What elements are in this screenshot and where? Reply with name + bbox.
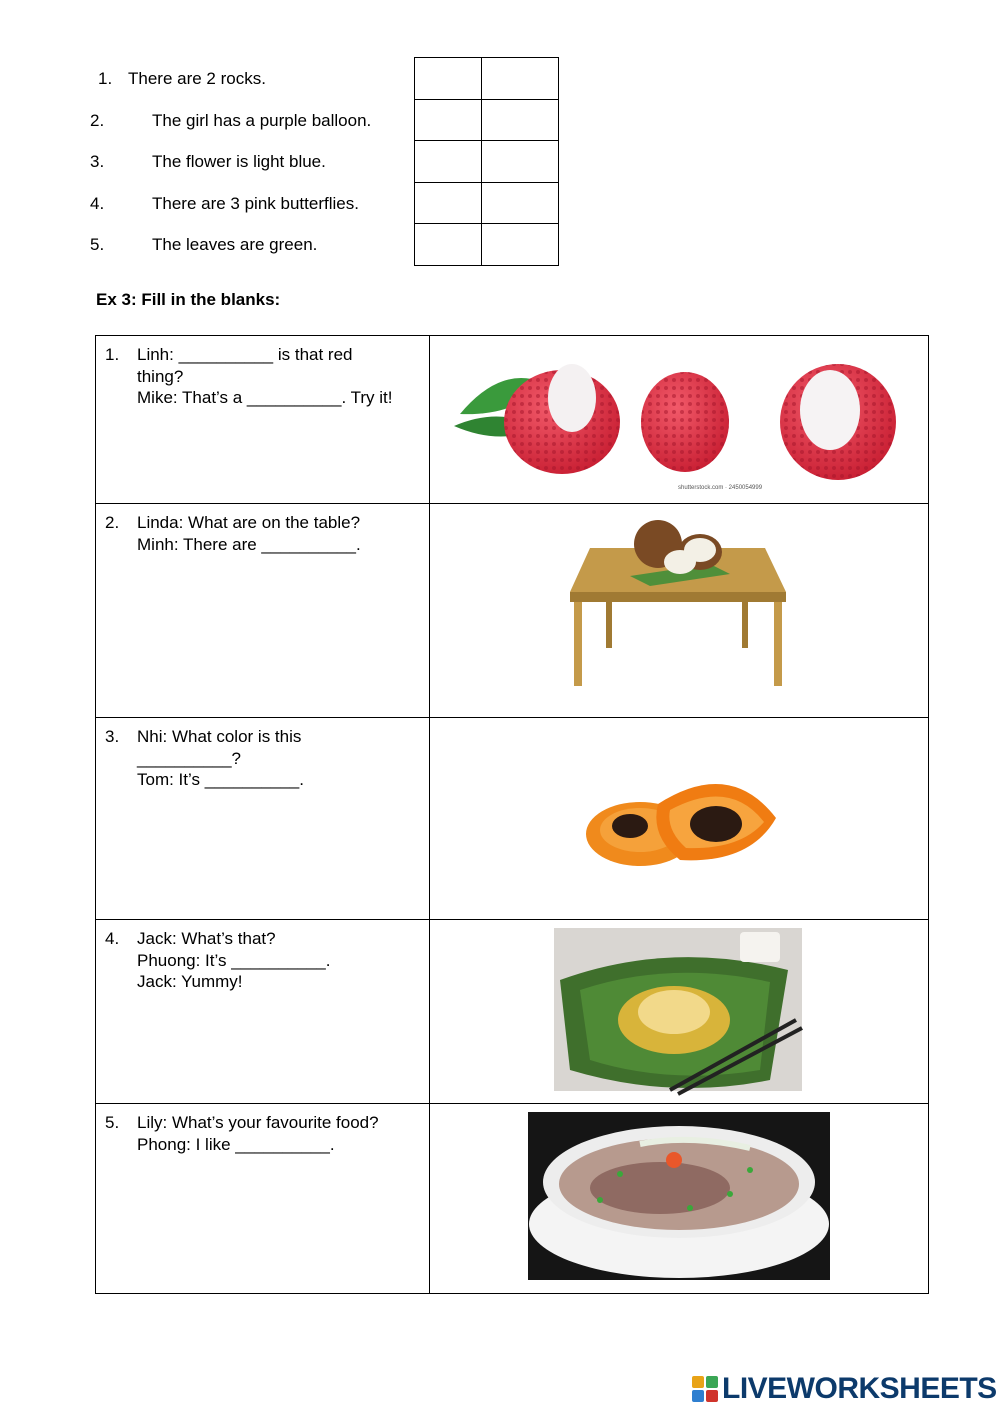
question-line: Jack: What’s that? (137, 929, 276, 948)
question-line: Lily: What’s your favourite food? (137, 1113, 379, 1132)
answer-box[interactable] (482, 58, 559, 100)
ex2-statement (90, 224, 410, 266)
statement-number: 4. (90, 193, 105, 213)
question-number: 2. (105, 513, 120, 532)
question-cell (96, 1104, 430, 1294)
statement-text: The girl has a purple balloon. (152, 110, 372, 130)
ex3-row (96, 920, 929, 1104)
papaya-image (430, 718, 926, 914)
image-cell (430, 504, 929, 718)
question-line: Phuong: It’s __________. (137, 950, 331, 970)
answer-box[interactable] (482, 182, 559, 224)
logo-square (706, 1376, 718, 1388)
statement-text: The leaves are green. (152, 235, 318, 255)
question-line: Linh: __________ is that red (137, 345, 353, 364)
ex2-statement (90, 100, 410, 142)
question-cell (96, 504, 430, 718)
statement-text: The flower is light blue. (152, 152, 326, 172)
ex3-row (96, 1104, 929, 1294)
ex2-statement (90, 141, 410, 183)
sticky-rice-image (430, 920, 926, 1098)
ex3-row (96, 504, 929, 718)
statement-number: 2. (90, 110, 105, 130)
question-number: 4. (105, 929, 120, 948)
liveworksheets-logo (692, 1372, 997, 1406)
question-number: 5. (105, 1113, 120, 1132)
question-line: Minh: There are __________. (137, 534, 361, 554)
lychee-image (430, 336, 926, 498)
ex2-statement (90, 183, 410, 225)
ex3-row (96, 718, 929, 920)
question-line: Phong: I like __________. (137, 1134, 335, 1154)
answer-box[interactable] (415, 58, 482, 100)
ex3-table (95, 335, 929, 1294)
ex2-statement (90, 58, 410, 100)
statement-text: There are 3 pink butterflies. (152, 193, 359, 213)
question-line: thing? (137, 366, 184, 386)
statement-text: There are 2 rocks. (128, 69, 266, 88)
question-cell (96, 920, 430, 1104)
logo-square (692, 1390, 704, 1402)
answer-box[interactable] (415, 99, 482, 141)
answer-grid (414, 57, 559, 266)
question-line: Linda: What are on the table? (137, 513, 361, 532)
answer-box[interactable] (415, 182, 482, 224)
image-cell (430, 336, 929, 504)
question-cell (96, 718, 430, 920)
logo-square (706, 1390, 718, 1402)
question-line: Mike: That’s a __________. Try it! (137, 388, 393, 407)
answer-box[interactable] (415, 141, 482, 183)
question-line: Nhi: What color is this (137, 727, 302, 746)
image-cell (430, 1104, 929, 1294)
ex3-row (96, 336, 929, 504)
image-cell (430, 920, 929, 1104)
question-line: Tom: It’s __________. (137, 770, 304, 789)
ex2-statement-list (90, 58, 410, 266)
logo-square (692, 1376, 704, 1388)
question-number: 1. (105, 345, 120, 364)
statement-number: 3. (90, 152, 105, 172)
question-number: 3. (105, 727, 120, 746)
pho-bowl-image (430, 1104, 926, 1288)
image-cell (430, 718, 929, 920)
statement-number: 1. (98, 69, 113, 88)
question-cell (96, 336, 430, 504)
logo-text: LIVEWORKSHEETS (722, 1372, 997, 1405)
image-caption: shutterstock.com · 2450054999 (678, 485, 763, 491)
question-line: __________? (137, 748, 242, 768)
question-line: Jack: Yummy! (137, 972, 243, 991)
coconuts-on-table-image (430, 504, 926, 712)
answer-box[interactable] (415, 224, 482, 266)
answer-box[interactable] (482, 141, 559, 183)
ex3-title: Ex 3: Fill in the blanks: (96, 290, 281, 309)
statement-number: 5. (90, 235, 105, 255)
answer-box[interactable] (482, 224, 559, 266)
answer-box[interactable] (482, 99, 559, 141)
logo-icon (692, 1376, 718, 1402)
